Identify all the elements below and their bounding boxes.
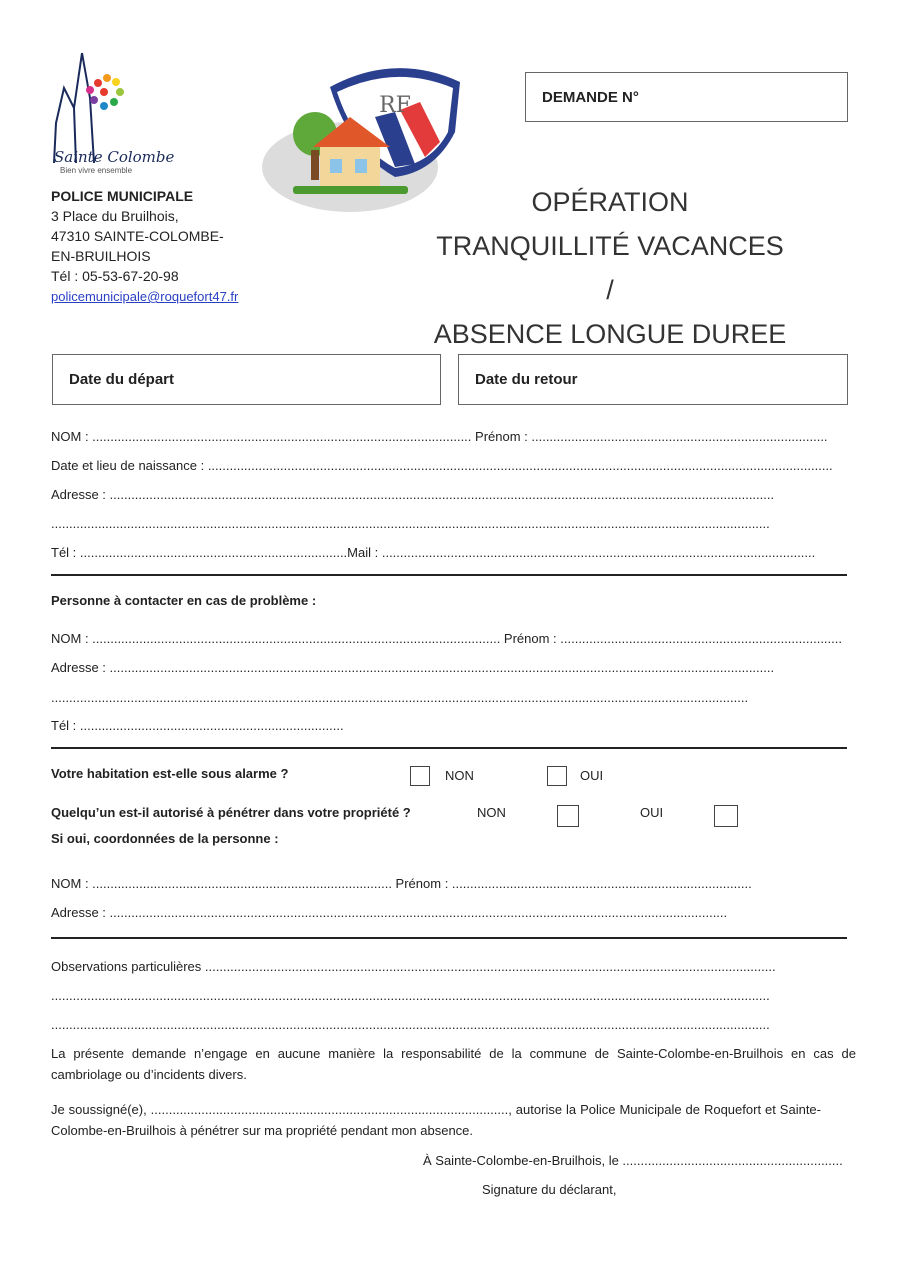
contact-address-continuation-field[interactable]: .................................................................................................................................................................................................	[51, 690, 749, 705]
access-if-yes-label: Si oui, coordonnées de la personne :	[51, 831, 279, 846]
name-field[interactable]: NOM : ......................................................................................................... Prénom : ..................................................................................	[51, 429, 828, 444]
org-name: POLICE MUNICIPALE	[51, 188, 194, 204]
access-name-field[interactable]: NOM : ................................................................................... Prénom : ...................................................................................	[51, 876, 752, 891]
request-number-box[interactable]	[525, 72, 848, 122]
disclaimer-text: La présente demande n’engage en aucune manière la responsabilité de la commune de Sainte-Colombe-en-Bruilhois en cas de cambriolage ou d’incidents divers.	[51, 1046, 856, 1082]
return-date-box[interactable]	[458, 354, 848, 405]
town-logo	[50, 48, 175, 178]
alarm-yes-label: OUI	[580, 768, 604, 783]
observations-field-3[interactable]: .......................................................................................................................................................................................................	[51, 1017, 770, 1032]
divider	[51, 937, 847, 939]
access-question: Quelqu’un est-il autorisé à pénétrer dans votre propriété ?	[51, 805, 411, 820]
access-yes-checkbox[interactable]	[714, 805, 738, 827]
contact-name-field[interactable]: NOM : ................................................................................................................. Prénom : ..............................................................................	[51, 631, 842, 646]
departure-date-box[interactable]	[52, 354, 441, 405]
org-address-1: 3 Place du Bruilhois,	[51, 208, 179, 224]
access-no-checkbox[interactable]	[557, 805, 579, 827]
alarm-question: Votre habitation est-elle sous alarme ?	[51, 766, 289, 781]
divider	[51, 574, 847, 576]
place-date-field[interactable]: À Sainte-Colombe-en-Bruilhois, le .............................................................	[423, 1153, 843, 1168]
org-address-3: EN-BRUILHOIS	[51, 248, 151, 264]
org-phone: Tél : 05-53-67-20-98	[51, 268, 179, 284]
page-title	[430, 180, 790, 356]
contact-address-field[interactable]: Adresse : ........................................................................................................................................................................................	[51, 660, 775, 675]
org-email-link[interactable]: policemunicipale@roquefort47.fr	[51, 289, 239, 304]
return-date-label: Date du retour	[475, 371, 578, 388]
observations-field[interactable]: Observations particulières ..............................................................................................................................................................	[51, 959, 776, 974]
contact-heading: Personne à contacter en cas de problème :	[51, 593, 317, 608]
badge-letters: RF	[379, 93, 411, 118]
address-field[interactable]: Adresse : ........................................................................................................................................................................................	[51, 487, 775, 502]
title-line-3: ABSENCE LONGUE DUREE	[433, 319, 787, 349]
title-line-2: TRANQUILLITÉ VACANCES /	[436, 231, 784, 305]
title-line-1: OPÉRATION	[531, 187, 689, 217]
alarm-no-checkbox[interactable]	[410, 766, 430, 786]
request-number-label: DEMANDE N°	[542, 88, 639, 106]
departure-date-label: Date du départ	[69, 371, 175, 388]
access-address-field[interactable]: Adresse : ...........................................................................................................................................................................	[51, 905, 728, 920]
signature-label: Signature du déclarant,	[482, 1182, 617, 1197]
alarm-no-label: NON	[445, 768, 474, 783]
divider	[51, 747, 847, 749]
organization-block	[51, 186, 238, 307]
contact-tel-field[interactable]: Tél : .........................................................................	[51, 718, 344, 733]
birth-field[interactable]: Date et lieu de naissance : .............................................................................................................................................................................	[51, 458, 833, 473]
town-slogan: Bien vivre ensemble	[60, 166, 133, 175]
town-name: Sainte Colombe	[54, 148, 175, 166]
org-address-2: 47310 SAINTE-COLOMBE-	[51, 228, 224, 244]
observations-field-2[interactable]: .......................................................................................................................................................................................................	[51, 988, 770, 1003]
access-no-label: NON	[477, 805, 506, 820]
undersigned-text: Je soussigné(e), ..................................................................................................., autorise la Police Municipale de Roquefort et Sainte-Colombe-en-Bruilhois à pénétrer sur ma propriété pendant mon absence.	[51, 1102, 821, 1138]
alarm-yes-checkbox[interactable]	[547, 766, 567, 786]
access-yes-label: OUI	[640, 805, 664, 820]
address-continuation-field[interactable]: .......................................................................................................................................................................................................	[51, 516, 770, 531]
tel-mail-field[interactable]: Tél : ..........................................................................Mail : ........................................................................................................................	[51, 545, 816, 560]
